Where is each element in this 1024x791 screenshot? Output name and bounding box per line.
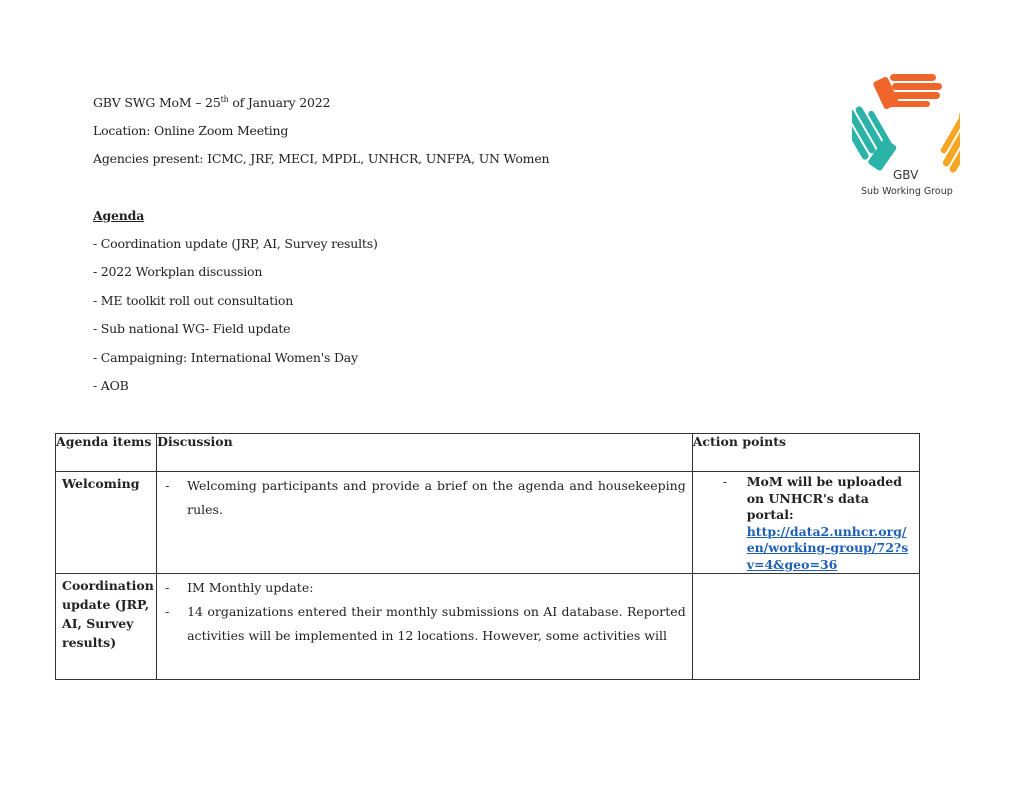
agenda-heading: Agenda bbox=[93, 208, 145, 223]
agenda-item: - 2022 Workplan discussion bbox=[93, 264, 263, 279]
data-portal-link[interactable]: http://data2.unhcr.org/en/working-group/72?sv=4&geo=36 bbox=[746, 523, 909, 572]
agenda-item: - Coordination update (JRP, AI, Survey results) bbox=[93, 236, 378, 251]
minutes-table bbox=[55, 433, 920, 680]
action-cell bbox=[692, 574, 919, 680]
action-cell bbox=[692, 472, 919, 574]
discussion-point: - Welcoming participants and provide a brief on the agenda and housekeeping rules. bbox=[187, 474, 686, 522]
meeting-location: Location: Online Zoom Meeting bbox=[93, 123, 289, 138]
discussion-cell bbox=[157, 574, 693, 680]
action-point: - MoM will be uploaded on UNHCR's data portal: http://data2.unhcr.org/en/working-group/72?sv=4&geo=36 bbox=[747, 474, 913, 573]
logo-subtitle: Sub Working Group bbox=[861, 186, 953, 197]
agenda-item: - Campaigning: International Women's Day bbox=[93, 350, 358, 365]
meeting-title: GBV SWG MoM – 25th of January 2022 bbox=[93, 95, 331, 111]
agencies-present: Agencies present: ICMC, JRF, MECI, MPDL, UNHCR, UNFPA, UN Women bbox=[93, 151, 550, 166]
discussion-cell bbox=[157, 472, 693, 574]
header-agenda-items: Agenda items bbox=[56, 434, 157, 472]
discussion-point: - 14 organizations entered their monthly submissions on AI database. Reported activities will be implemented in 12 locations. However, some activities will bbox=[187, 600, 686, 648]
header-action-points: Action points bbox=[692, 434, 919, 472]
agenda-item-cell: Welcoming bbox=[56, 472, 157, 574]
agenda-item: - AOB bbox=[93, 378, 129, 393]
header-discussion: Discussion bbox=[157, 434, 693, 472]
table-row bbox=[56, 472, 920, 574]
agenda-item: - ME toolkit roll out consultation bbox=[93, 293, 294, 308]
table-row bbox=[56, 574, 920, 680]
logo-title: GBV bbox=[893, 168, 919, 182]
table-header-row bbox=[56, 434, 920, 472]
agenda-item: - Sub national WG- Field update bbox=[93, 321, 291, 336]
agenda-item-cell: Coordination update (JRP, AI, Survey results) bbox=[56, 574, 157, 680]
discussion-point: - IM Monthly update: bbox=[187, 576, 686, 600]
